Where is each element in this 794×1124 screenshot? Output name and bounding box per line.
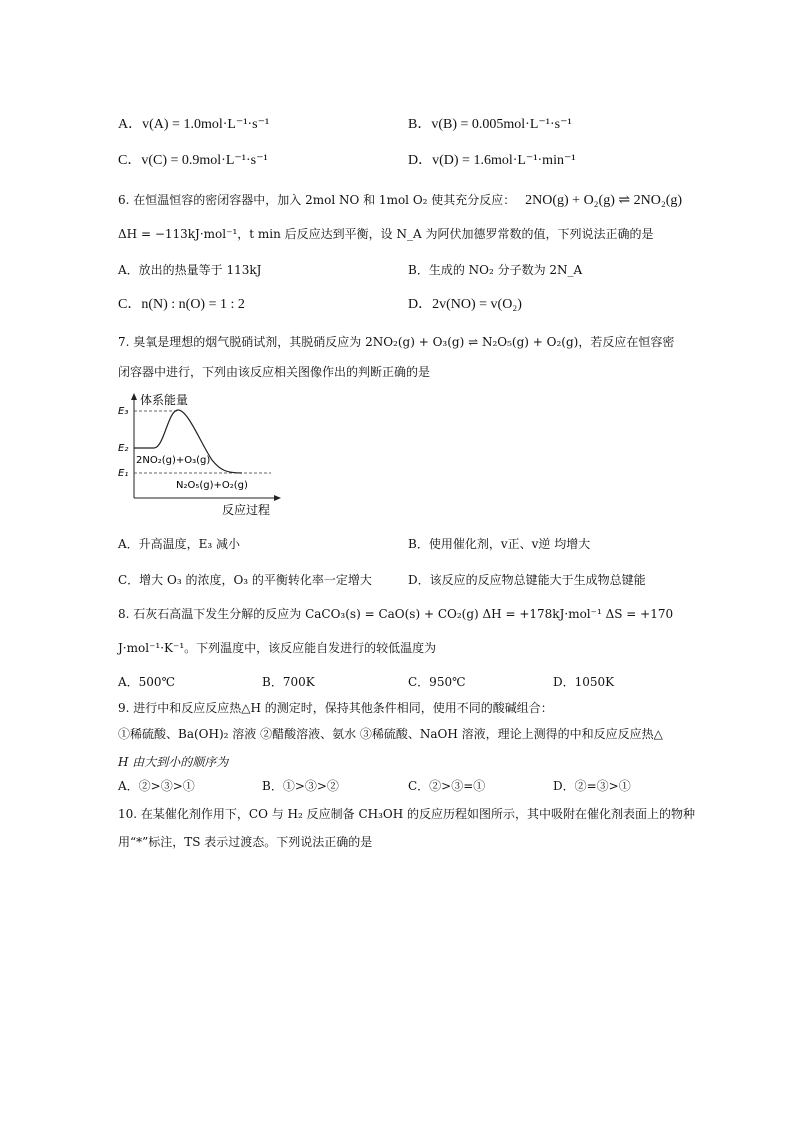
q8-stem-line-2: J·mol⁻¹·K⁻¹。下列温度中，该反应能自发进行的较低温度为 (118, 641, 437, 655)
q8-option-b: B．700K (262, 675, 315, 689)
q6-option-c: C．n(N) : n(O) = 1 : 2 (118, 297, 245, 312)
q6-stem-line-1 (118, 194, 682, 208)
products-label: N₂O₅(g)+O₂(g) (176, 480, 248, 491)
q7-stem-line-1: 7. 臭氧是理想的烟气脱硝试剂，其脱硝反应为 2NO₂(g) + O₃(g) ⇌ N₂O₅(g) + O₂(g)，若反应在恒容密 (118, 335, 675, 349)
q7-option-c: C．增大 O₃ 的浓度，O₃ 的平衡转化率一定增大 (118, 573, 372, 587)
x-axis-title: 反应过程 (222, 503, 271, 517)
q10-stem-line-1: 10. 在某催化剂作用下，CO 与 H₂ 反应制备 CH₃OH 的反应历程如图所示，其中吸附在催化剂表面上的物种 (118, 807, 696, 821)
q9-stem-line-1: 9. 进行中和反应反应热△H 的测定时，保持其他条件相同，使用不同的酸碱组合： (118, 701, 553, 715)
q9-stem-line-2: ①稀硫酸、Ba(OH)₂ 溶液 ②醋酸溶液、氨水 ③稀硫酸、NaOH 溶液，理论上测得的中和反应反应热△ (118, 727, 663, 741)
e2-label: E₂ (118, 443, 129, 454)
q6-option-b: B．生成的 NO₂ 分子数为 2N_A (408, 263, 583, 277)
q9-option-b: B．①>③>② (262, 779, 339, 793)
e1-label: E₁ (118, 468, 129, 479)
y-axis-arrow-icon (131, 393, 137, 400)
q9-stem-line-3: H 由大到小的顺序为 (118, 755, 229, 769)
q9-option-c: C．②>③=① (408, 779, 486, 793)
q7-option-b: B．使用催化剂，v正、v逆 均增大 (408, 537, 591, 551)
q9-option-d: D．②=③>① (553, 779, 631, 793)
q9-option-a: A．②>③>① (118, 779, 195, 793)
q8-option-d: D．1050K (553, 675, 615, 689)
q10-stem-line-2: 用“*”标注，TS 表示过渡态。下列说法正确的是 (118, 835, 373, 849)
q8-option-c: C．950℃ (408, 675, 466, 689)
q5-option-c: C．v(C) = 0.9mol·L⁻¹·s⁻¹ (118, 153, 268, 168)
x-axis-arrow-icon (274, 495, 281, 501)
e3-label: E₃ (118, 406, 129, 417)
q5-option-b: B．v(B) = 0.005mol·L⁻¹·s⁻¹ (408, 117, 572, 132)
q5-option-d: D．v(D) = 1.6mol·L⁻¹·min⁻¹ (408, 153, 576, 168)
q6-option-d: D．2v(NO) = v(O₂) (408, 297, 522, 312)
energy-profile-diagram (116, 390, 286, 520)
q8-option-a: A．500℃ (118, 675, 175, 689)
reactants-label: 2NO₂(g)+O₃(g) (136, 455, 211, 466)
q6-option-a: A．放出的热量等于 113kJ (118, 263, 262, 277)
y-axis-title: 体系能量 (140, 393, 189, 407)
q6-equation: 2NO(g) + O₂(g) ⇌ 2NO₂(g) (525, 193, 683, 208)
q7-stem-line-2: 闭容器中进行，下列由该反应相关图像作出的判断正确的是 (118, 365, 431, 379)
q6-stem-line-2: ΔH = −113kJ·mol⁻¹，t min 后反应达到平衡，设 N_A 为阿伏加德罗常数的值，下列说法正确的是 (118, 227, 654, 241)
q5-option-a: A．v(A) = 1.0mol·L⁻¹·s⁻¹ (118, 117, 270, 132)
q6-stem-text: 6. 在恒温恒容的密闭容器中，加入 2mol NO 和 1mol O₂ 使其充分反应： (118, 193, 516, 207)
q7-option-d: D．该反应的反应物总键能大于生成物总键能 (408, 573, 646, 587)
q8-stem-line-1: 8. 石灰石高温下发生分解的反应为 CaCO₃(s) = CaO(s) + CO₂(g) ΔH = +178kJ·mol⁻¹ ΔS = +170 (118, 607, 674, 621)
q7-option-a: A．升高温度，E₃ 减小 (118, 537, 241, 551)
